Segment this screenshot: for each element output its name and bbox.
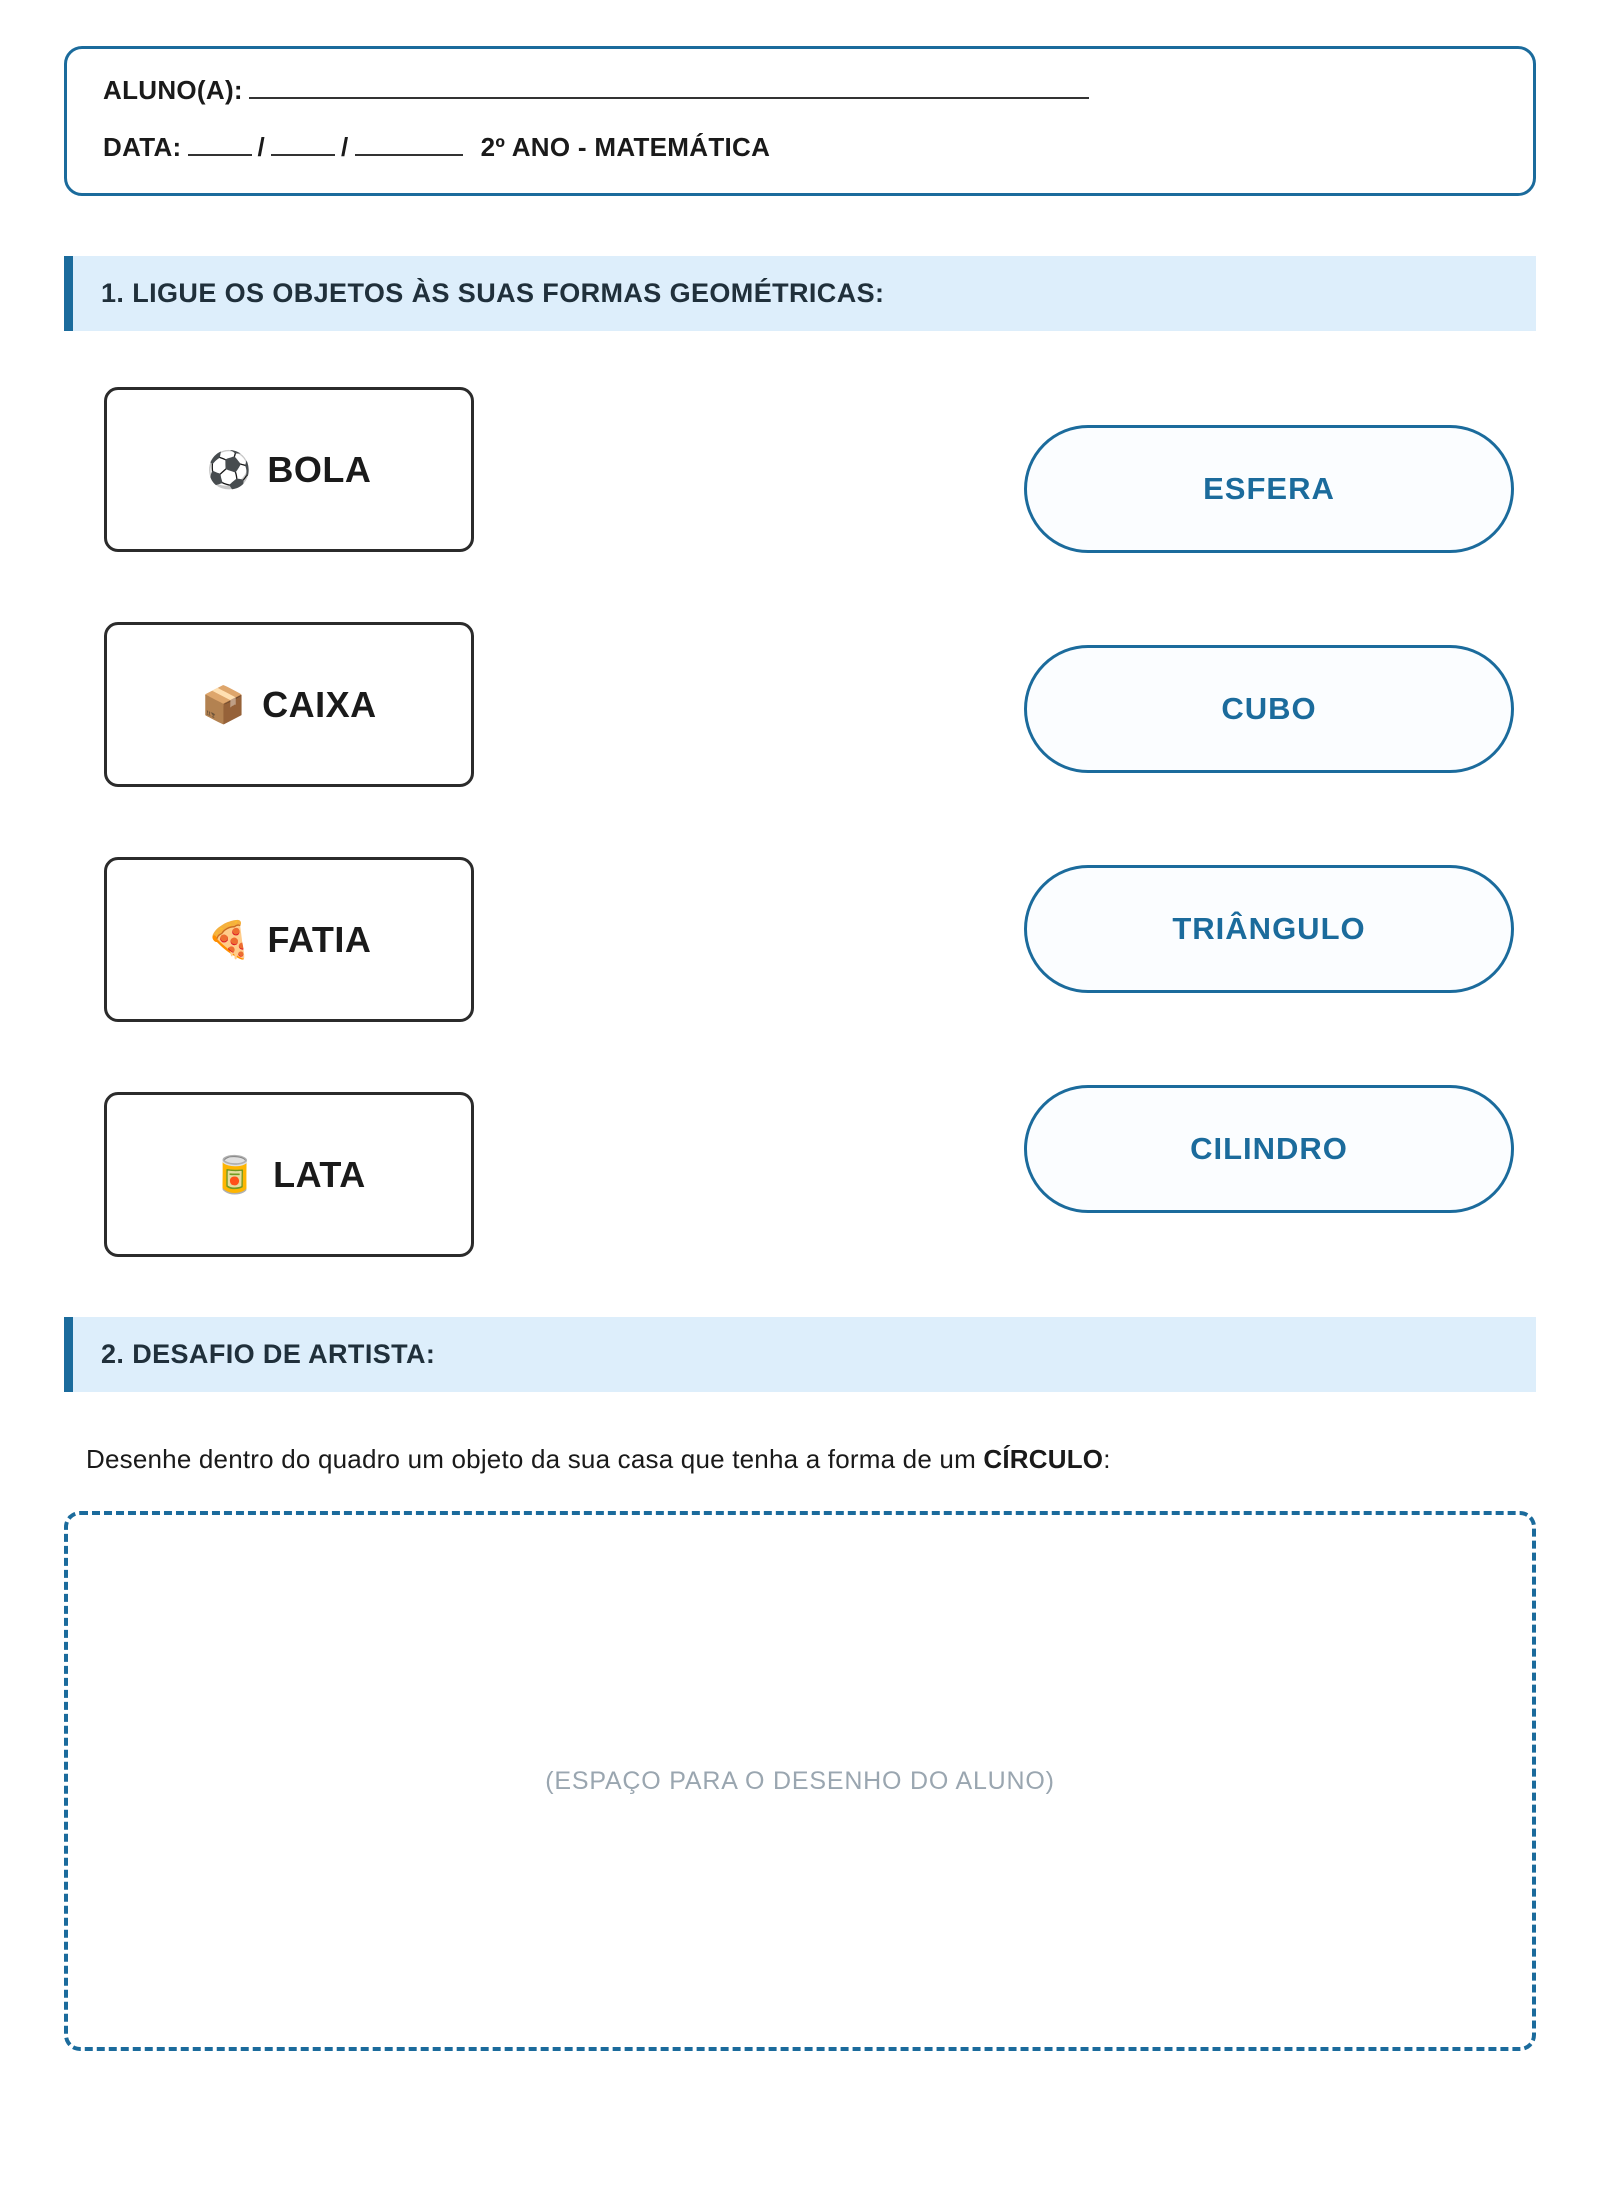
drawing-placeholder-text: (ESPAÇO PARA O DESENHO DO ALUNO) (545, 1766, 1055, 1795)
package-box-icon: 📦 (201, 683, 247, 725)
date-slash-1: / (257, 132, 266, 162)
object-card-lata[interactable] (104, 1092, 474, 1257)
date-slash-2: / (341, 132, 349, 162)
section-title: 2. DESAFIO DE ARTISTA: (101, 1339, 436, 1369)
shape-pill-triangulo[interactable] (1024, 865, 1514, 993)
object-card-bola[interactable] (104, 387, 474, 552)
shape-label: ESFERA (1203, 471, 1335, 506)
shape-pill-cubo[interactable] (1024, 645, 1514, 773)
objects-column (104, 387, 474, 1257)
challenge-prompt-before: Desenhe dentro do quadro um objeto da sua casa que tenha a forma de um (86, 1444, 984, 1474)
pizza-slice-icon: 🍕 (206, 918, 252, 960)
shape-label: TRIÂNGULO (1172, 911, 1366, 946)
shape-label: CILINDRO (1190, 1131, 1348, 1166)
canned-food-icon: 🥫 (212, 1153, 258, 1195)
date-month-input[interactable] (271, 134, 335, 156)
date-year-input[interactable] (355, 134, 463, 156)
date-label: DATA: (103, 132, 182, 162)
object-label: LATA (273, 1153, 366, 1195)
object-label: CAIXA (262, 683, 377, 725)
section-title: 1. LIGUE OS OBJETOS ÀS SUAS FORMAS GEOMÉTRICAS: (101, 278, 885, 308)
student-info-box (64, 46, 1536, 196)
shape-label: CUBO (1221, 691, 1317, 726)
student-name-input[interactable] (249, 77, 1089, 99)
date-line (103, 132, 1497, 163)
object-label: FATIA (267, 918, 372, 960)
shapes-column (1024, 425, 1514, 1257)
challenge-prompt-after: : (1103, 1444, 1111, 1474)
shape-pill-esfera[interactable] (1024, 425, 1514, 553)
section-header-challenge (64, 1317, 1536, 1392)
student-name-label: ALUNO(A): (103, 75, 243, 105)
section-header-matching (64, 256, 1536, 331)
object-label: BOLA (267, 448, 372, 490)
matching-activity (64, 387, 1536, 1257)
student-name-line (103, 75, 1497, 106)
challenge-prompt-keyword: CÍRCULO (983, 1444, 1104, 1474)
object-card-caixa[interactable] (104, 622, 474, 787)
challenge-instruction (64, 1444, 1536, 1475)
grade-subject-label: 2º ANO - MATEMÁTICA (480, 132, 771, 162)
date-day-input[interactable] (188, 134, 252, 156)
shape-pill-cilindro[interactable] (1024, 1085, 1514, 1213)
object-card-fatia[interactable] (104, 857, 474, 1022)
soccer-ball-icon: ⚽ (206, 448, 252, 490)
drawing-area[interactable] (64, 1511, 1536, 2051)
